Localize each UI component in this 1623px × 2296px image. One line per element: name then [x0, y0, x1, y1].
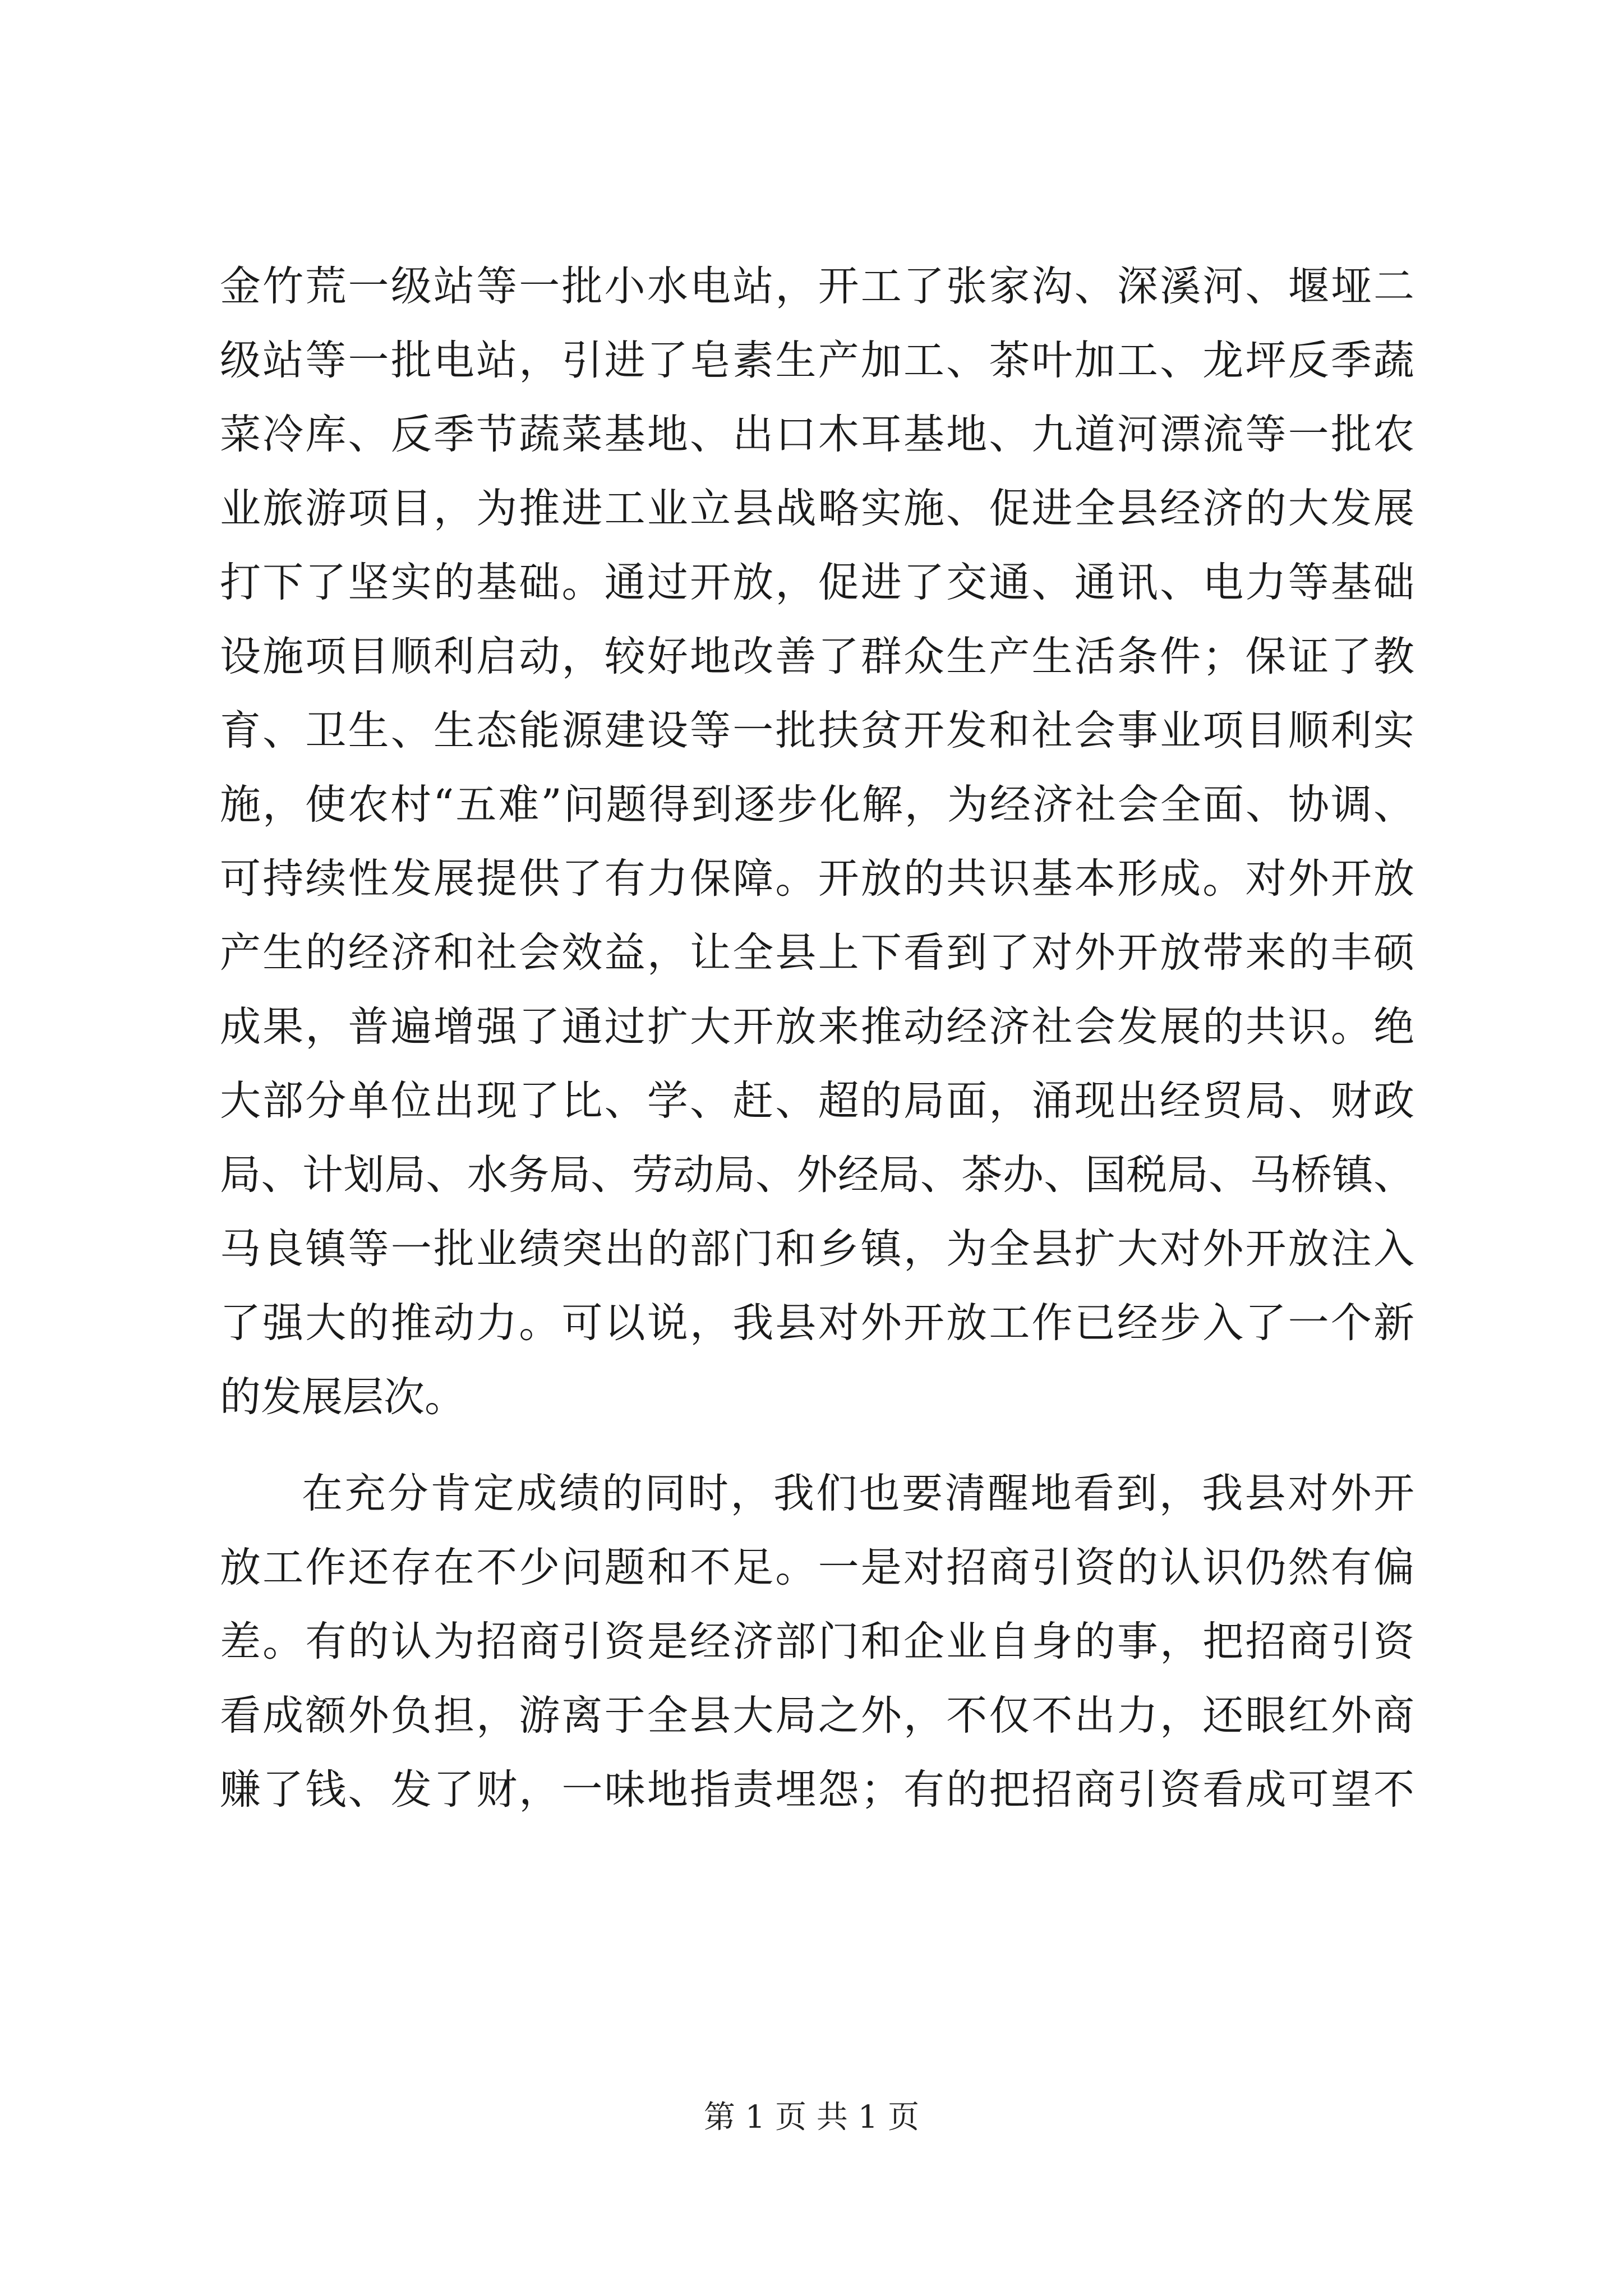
text-line: 成果，普遍增强了通过扩大开放来推动经济社会发展的共识。绝 — [220, 1003, 1414, 1051]
page-footer: 第 1 页 共 1 页 — [703, 2099, 920, 2136]
text-line: 差。有的认为招商引资是经济部门和企业自身的事，把招商引资 — [220, 1618, 1414, 1665]
text-line: 级站等一批电站，引进了皂素生产加工、茶叶加工、龙坪反季蔬 — [220, 337, 1414, 384]
body-text — [220, 250, 1414, 1827]
text-line: 金竹荒一级站等一批小水电站，开工了张家沟、深溪河、堰垭二 — [220, 263, 1414, 310]
paragraph-2 — [220, 1457, 1414, 1827]
text-line: 放工作还存在不少问题和不足。一是对招商引资的认识仍然有偏 — [220, 1544, 1414, 1591]
text-line: 打下了坚实的基础。通过开放，促进了交通、通讯、电力等基础 — [220, 559, 1414, 606]
text-line: 育、卫生、生态能源建设等一批扶贫开发和社会事业项目顺利实 — [220, 707, 1414, 754]
text-line: 可持续性发展提供了有力保障。开放的共识基本形成。对外开放 — [220, 855, 1414, 903]
text-line: 的发展层次。 — [220, 1373, 465, 1421]
text-line: 马良镇等一批业绩突出的部门和乡镇，为全县扩大对外开放注入 — [220, 1225, 1414, 1273]
text-line: 菜冷库、反季节蔬菜基地、出口木耳基地、九道河漂流等一批农 — [220, 411, 1414, 458]
paragraph-gap — [220, 1434, 1414, 1457]
text-line: 在充分肯定成绩的同时，我们也要清醒地看到，我县对外开 — [302, 1470, 1414, 1517]
text-line: 施，使农村“五难”问题得到逐步化解，为经济社会全面、协调、 — [220, 781, 1414, 829]
text-line: 业旅游项目，为推进工业立县战略实施、促进全县经济的大发展 — [220, 485, 1414, 532]
paragraph-1 — [220, 250, 1414, 1434]
text-line: 看成额外负担，游离于全县大局之外，不仅不出力，还眼红外商 — [220, 1692, 1414, 1740]
text-line: 局、计划局、水务局、劳动局、外经局、茶办、国税局、马桥镇、 — [220, 1151, 1414, 1199]
text-line: 产生的经济和社会效益，让全县上下看到了对外开放带来的丰硕 — [220, 929, 1414, 977]
text-line: 设施项目顺利启动，较好地改善了群众生产生活条件；保证了教 — [220, 633, 1414, 680]
text-line: 赚了钱、发了财，一味地指责埋怨；有的把招商引资看成可望不 — [220, 1766, 1414, 1814]
text-line: 了强大的推动力。可以说，我县对外开放工作已经步入了一个新 — [220, 1299, 1414, 1347]
text-line: 大部分单位出现了比、学、赶、超的局面，涌现出经贸局、财政 — [220, 1077, 1414, 1125]
